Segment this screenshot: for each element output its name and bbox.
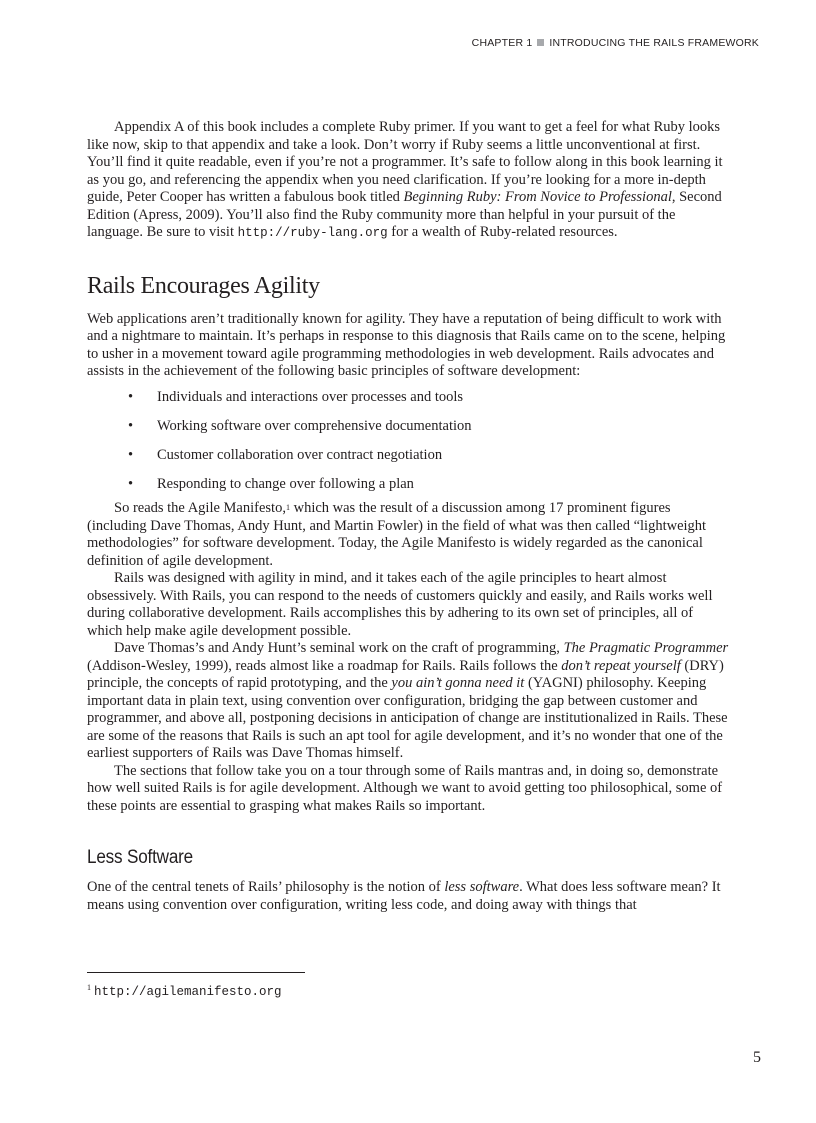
list-item <box>87 418 732 436</box>
list-item-text: Customer collaboration over contract negotiation <box>157 446 443 463</box>
text-run: . What does less software mean? It means using convention over configuration, writing less code, and doing away with things that <box>87 879 721 913</box>
text-run: So reads the Agile Manifesto, <box>114 500 286 516</box>
paragraph-sections-tour: The sections that follow take you on a tour through some of Rails mantras and, in doing so, demonstrate how well suited Rails is for agile development. Although we want to avoid getting too philosophical, some of these points are essential to grasping what makes Rails so important. <box>87 762 723 814</box>
page-number: 5 <box>753 1049 761 1066</box>
list-item <box>87 447 732 465</box>
text-run: for a wealth of Ruby-related resources. <box>387 224 618 240</box>
text-run: (YAGNI) philosophy. Keeping important data in plain text, using convention over configuration, bridging the gap between customer and programmer, and above all, postponing decisions in anticipation of change are institutionalized in Rails. These are some of the reasons that Rails is such an apt tool for agile development, and it’s no wonder that one of the earliest supporters of Rails was Dave Thomas himself. <box>87 675 728 761</box>
chapter-label: CHAPTER 1 <box>471 37 533 49</box>
text-run: which was the result of a discussion among 17 prominent figures (including Dave Thomas, Andy Hunt, and Martin Fowler) in the field of what was then called “lightweight methodologies” for software development. Today, the Agile Manifesto is widely regarded as the canonical definition of agile development. <box>87 500 707 569</box>
list-item <box>87 476 732 494</box>
book-title: The Pragmatic Programmer <box>563 640 729 656</box>
text-run: One of the central tenets of Rails’ philosophy is the notion of <box>87 879 445 895</box>
separator-square-icon <box>537 39 544 46</box>
paragraph-agile-manifesto <box>87 500 732 570</box>
bullet-icon: • <box>128 388 134 405</box>
footnote <box>87 984 282 999</box>
paragraph-ruby-primer <box>87 119 732 243</box>
list-item-text: Individuals and interactions over processes and tools <box>157 388 464 405</box>
paragraph-agility-intro: Web applications aren’t traditionally known for agility. They have a reputation of being difficult to work with and a nightmare to maintain. It’s perhaps in response to this diagnosis that Rails came on to the scene, helping to usher in a movement toward agile programming methodologies in web development. Rails advocates and assists in the achievement of the following basic principles of software development: <box>87 310 726 379</box>
bullet-icon: • <box>128 417 134 434</box>
footnote-reference: 1 <box>285 503 290 512</box>
footnote-marker: 1 <box>87 983 91 992</box>
bullet-icon: • <box>128 475 134 492</box>
section-heading: Rails Encourages Agility <box>87 272 320 299</box>
bullet-icon: • <box>128 446 134 463</box>
footnote-divider <box>87 972 305 973</box>
list-item <box>87 389 732 407</box>
text-run: , Second Edition (Apress, 2009). You’ll also find the Ruby community more than helpful in your pursuit of the language. Be sure to visit <box>87 189 722 240</box>
text-run: (DRY) principle, the concepts of rapid prototyping, and the <box>87 657 724 691</box>
emphasis-term: less software <box>444 879 520 895</box>
list-item-text: Working software over comprehensive documentation <box>157 417 472 434</box>
text-run: Dave Thomas’s and Andy Hunt’s seminal work on the craft of programming, <box>114 640 564 656</box>
paragraph-less-software <box>87 879 732 914</box>
chapter-title: INTRODUCING THE RAILS FRAMEWORK <box>549 37 759 49</box>
text-run: (Addison-Wesley, 1999), reads almost like a roadmap for Rails. Rails follows the <box>87 657 562 674</box>
dry-term: don’t repeat yourself <box>561 657 681 674</box>
subsection-heading: Less Software <box>87 847 194 868</box>
text-run: Appendix A of this book includes a complete Ruby primer. If you want to get a feel for what Ruby looks like now, skip to that appendix and take a look. Don’t worry if Ruby seems a little unconventional at first. You’ll find it quite readable, even if you’re not a programmer. It’s safe to follow along in this book learning it as you go, and referencing the appendix when you need clarification. If you’re looking for a more in-depth guide, Peter Cooper has written a fabulous book titled <box>87 119 723 205</box>
paragraph-rails-agility: Rails was designed with agility in mind, and it takes each of the agile principles to heart almost obsessively. With Rails, you can respond to the needs of customers quickly and easily, and Rails works well during collaborative development. Rails accomplishes this by adhering to its own set of principles, all of which help make agile development possible. <box>87 570 713 639</box>
list-item-text: Responding to change over following a plan <box>157 475 414 492</box>
ruby-lang-url: http://ruby-lang.org <box>237 226 388 240</box>
running-header <box>472 37 759 49</box>
book-title: Beginning Ruby: From Novice to Professional <box>403 189 672 205</box>
paragraph-pragmatic-programmer <box>87 640 732 763</box>
yagni-term: you ain’t gonna need it <box>391 675 525 691</box>
footnote-url: http://agilemanifesto.org <box>94 985 282 999</box>
principles-list <box>87 389 732 494</box>
page-body <box>87 119 732 914</box>
